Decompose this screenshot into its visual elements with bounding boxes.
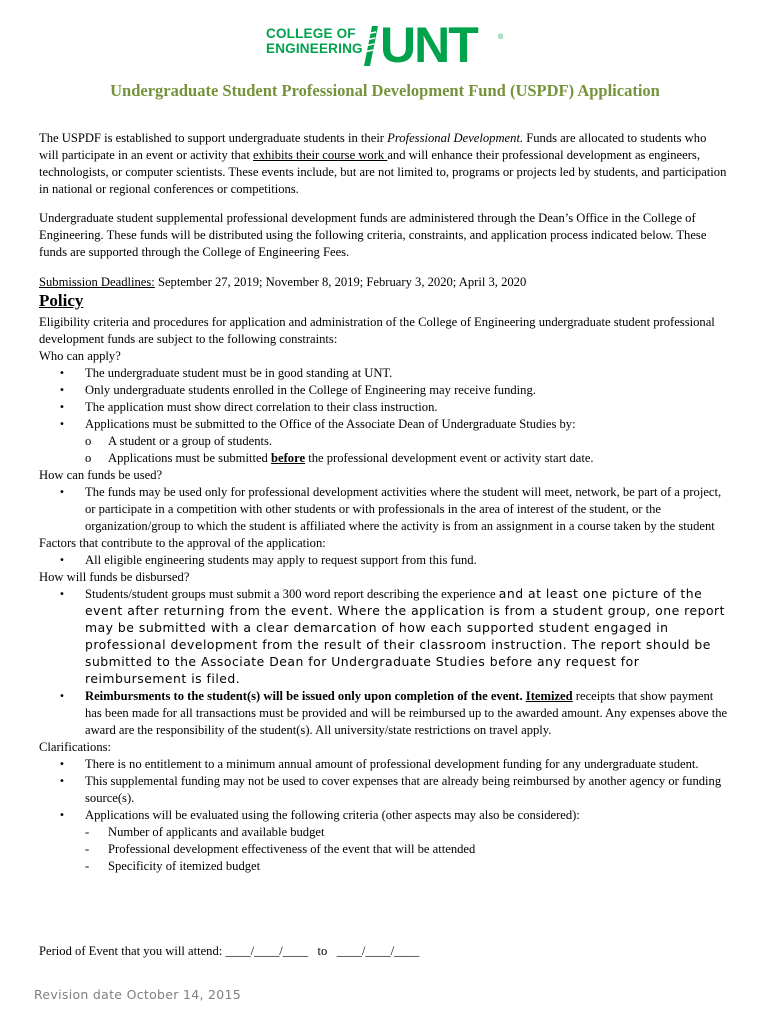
logo-line-1: COLLEGE OF [266, 26, 356, 41]
disbursement-question: How will funds be disbursed? [39, 570, 190, 584]
list-item-text: This supplemental funding may not be used to cover expenses that are already being reimbursed by another agency or funding source(s). [85, 774, 722, 805]
list-item [39, 756, 729, 773]
dash-icon: - [85, 825, 90, 839]
logo-line-2: ENGINEERING [266, 41, 363, 56]
list-item-text: A student or a group of students. [108, 434, 273, 448]
list-item [39, 399, 729, 416]
list-item [39, 688, 729, 739]
list-item-text: Applications will be evaluated using the following criteria (other aspects may also be considered): [85, 808, 580, 822]
bullet-icon: • [59, 487, 65, 498]
dash-icon: - [85, 859, 90, 873]
who-can-apply-question: Who can apply? [39, 349, 121, 363]
logo-unt-wordmark: UNT [380, 17, 477, 73]
list-item-text: Students/student groups must submit a 300 word report describing the experience [85, 587, 499, 601]
list-item-text: Applications must be submitted [108, 451, 272, 465]
list-item [39, 807, 729, 824]
list-item [39, 382, 729, 399]
how-funds-used-question: How can funds be used? [39, 468, 163, 482]
period-start-blank[interactable]: ____/____/____ [225, 944, 308, 958]
list-item [39, 484, 729, 535]
logo-college-text [266, 26, 363, 56]
revision-date: Revision date October 14, 2015 [34, 987, 242, 1002]
list-item-text: All eligible engineering students may apply to request support from this fund. [85, 553, 477, 567]
intro-underlined: exhibits their course work [253, 148, 388, 162]
period-label: Period of Event that you will attend: [39, 944, 223, 958]
list-item-text: receipts that show payment has been made for all transactions must be provided and will be reimbursed up to the awarded amount. Any expenses above the award are the responsibility of the student(s). All university/state restrictions on travel apply. [85, 689, 728, 737]
list-item-text: The funds may be used only for professional development activities where the student will meet, network, be part of a project, or participate in a competition with other students or with professionals in the area of interest of the student, or the organization/group to which the student is affiliated where the activity is from an assignment in a course taken by the student [85, 485, 722, 533]
policy-intro: Eligibility criteria and procedures for application and administration of the College of Engineering undergraduate student professional development funds are subject to the following constraints: [39, 315, 715, 346]
bullet-icon: • [59, 385, 65, 396]
bullet-icon: • [59, 776, 65, 787]
submission-deadlines [39, 274, 729, 291]
deadlines-dates: September 27, 2019; November 8, 2019; February 3, 2020; April 3, 2020 [154, 275, 527, 289]
criteria-item [39, 824, 729, 841]
period-end-blank[interactable]: ____/____/____ [336, 944, 420, 958]
list-item-text: the professional development event or activity start date. [305, 451, 594, 465]
bullet-icon: • [59, 555, 65, 566]
list-item [39, 552, 729, 569]
intro-paragraph-2: Undergraduate student supplemental professional development funds are administered through the Dean’s Office in the College of Engineering. These funds will be distributed using the following criteria, constraints, and application process indicated below. These funds are supported through the College of Engineering Fees. [39, 211, 707, 259]
intro-text: Funds are allocated to students who will participate in an event or activity that [39, 131, 707, 162]
list-item [39, 586, 729, 688]
sub-bullet-icon: o [85, 451, 92, 465]
intro-emphasis: Professional Development. [387, 131, 524, 145]
list-item-text: Only undergraduate students enrolled in the College of Engineering may receive funding. [85, 383, 536, 397]
event-period-field [39, 943, 419, 960]
criteria-text: Professional development effectiveness of the event that will be attended [108, 842, 476, 856]
intro-text: The USPDF is established to support undergraduate students in their [39, 131, 388, 145]
dash-icon: - [85, 842, 90, 856]
unt-eagle-mark-icon [362, 24, 380, 68]
list-item-text-sans: and at least one picture of the event after returning from the event. Where the application is from a student group, one report may be submitted with a clear demarcation of how each supported student engaged in professional development from the result of their classroom instruction. The report should be submitted to the Associate Dean for Undergraduate Studies before any request for reimbursement is filed. [85, 586, 725, 686]
sub-bullet-icon: o [85, 434, 92, 448]
list-item [39, 416, 729, 433]
clarifications-heading: Clarifications: [39, 740, 112, 754]
bullet-icon: • [59, 759, 65, 770]
sub-list-item [39, 450, 729, 467]
list-item-text: There is no entitlement to a minimum annual amount of professional development funding for any undergraduate student. [85, 757, 699, 771]
list-item-text: The undergraduate student must be in good standing at UNT. [85, 366, 393, 380]
intro-text: and will enhance their professional development as engineers, technologists, or computer scientists. These events include, but are not limited to, programs or projects led by students, and participation in national or regional conferences or competitions. [39, 148, 727, 196]
bullet-icon: • [59, 402, 65, 413]
emphasis-before: before [271, 451, 306, 465]
criteria-item [39, 858, 729, 875]
college-logo [266, 17, 506, 73]
reimbursement-bold: Reimbursments to the student(s) will be issued only upon completion of the event. [85, 689, 526, 703]
bullet-icon: • [59, 419, 65, 430]
criteria-item [39, 841, 729, 858]
list-item-text: The application must show direct correlation to their class instruction. [85, 400, 438, 414]
bullet-icon: • [59, 810, 65, 821]
period-to: to [317, 944, 328, 958]
deadlines-label: Submission Deadlines: [39, 275, 155, 289]
itemized-underlined: Itemized [525, 689, 573, 703]
bullet-icon: • [59, 368, 65, 379]
sub-list-item [39, 433, 729, 450]
policy-heading: Policy [39, 291, 84, 310]
criteria-text: Specificity of itemized budget [108, 859, 261, 873]
policy-section [39, 314, 729, 875]
approval-factors-question: Factors that contribute to the approval of the application: [39, 536, 326, 550]
intro-paragraph-1 [39, 130, 729, 198]
bullet-icon: • [59, 691, 65, 702]
criteria-text: Number of applicants and available budget [108, 825, 325, 839]
page-title: Undergraduate Student Professional Development Fund (USPDF) Application [110, 81, 660, 100]
logo-trademark: ® [498, 34, 504, 41]
list-item-text: Applications must be submitted to the Office of the Associate Dean of Undergraduate Studies by: [85, 417, 576, 431]
list-item [39, 365, 729, 382]
bullet-icon: • [59, 589, 65, 600]
list-item [39, 773, 729, 807]
